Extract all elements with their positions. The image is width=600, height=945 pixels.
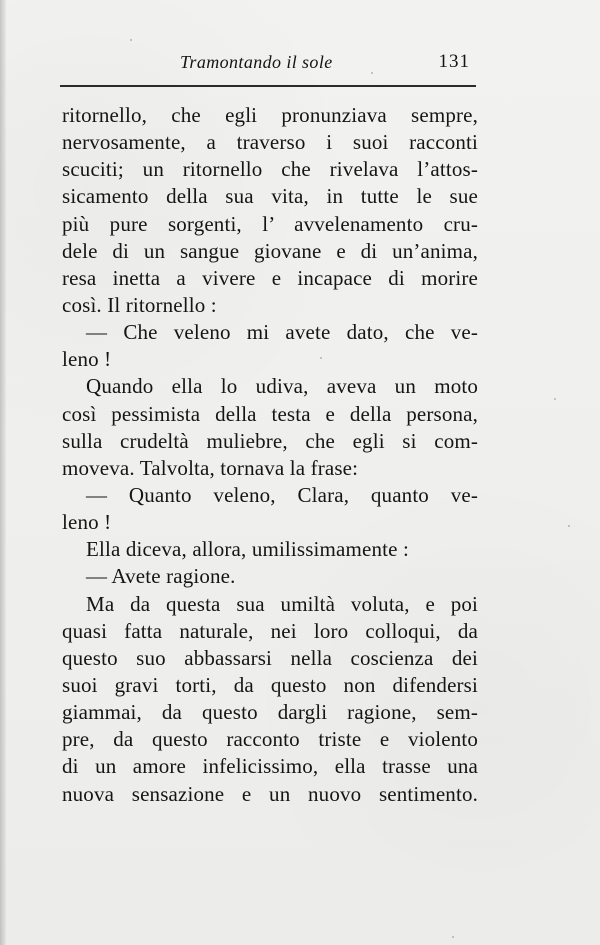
text-line: — Quanto veleno, Clara, quanto ve- xyxy=(86,482,478,507)
print-speck xyxy=(568,525,570,527)
text-line: nervosamente, a traverso i suoi racconti xyxy=(62,130,478,155)
text-line: giammai, da questo dargli ragione, sem- xyxy=(62,700,478,725)
text-line: resa inetta a vivere e incapace di morire xyxy=(62,265,478,290)
text-line: suoi gravi torti, da questo non difendersi xyxy=(62,672,478,697)
print-speck xyxy=(452,936,454,938)
text-line: pre, da questo racconto triste e violento xyxy=(62,727,478,752)
text-line: moveva. Talvolta, tornava la frase: xyxy=(62,455,359,480)
text-line: così pessimista della testa e della persona, xyxy=(62,401,478,426)
text-line: dele di un sangue giovane e di un’anima, xyxy=(62,238,478,263)
print-speck xyxy=(130,39,132,41)
text-line: più pure sorgenti, l’ avvelenamento cru- xyxy=(62,211,478,236)
text-line: leno ! xyxy=(62,510,112,535)
body-text xyxy=(62,102,478,808)
text-line: Quando ella lo udiva, aveva un moto xyxy=(86,374,478,399)
text-line: ritornello, che egli pronunziava sempre, xyxy=(62,103,478,127)
text-line: Ma da questa sua umiltà voluta, e poi xyxy=(86,591,478,616)
header-rule xyxy=(60,85,476,87)
text-line: scuciti; un ritornello che rivelava l’attos- xyxy=(62,157,478,182)
text-line: — Che veleno mi avete dato, che ve- xyxy=(86,320,478,345)
text-line: sulla crudeltà muliebre, che egli si com- xyxy=(62,428,478,453)
text-line: quasi fatta naturale, nei loro colloqui, da xyxy=(62,618,478,643)
text-line: Ella diceva, allora, umilissimamente : xyxy=(86,537,409,562)
text-line: questo suo abbassarsi nella coscienza dei xyxy=(62,645,478,670)
text-line: leno ! xyxy=(62,347,112,372)
text-line: così. Il ritornello : xyxy=(62,292,217,317)
running-title: Tramontando il sole xyxy=(180,52,333,72)
text-line: — Avete ragione. xyxy=(86,564,236,589)
print-speck xyxy=(320,357,322,359)
page-header xyxy=(60,50,476,86)
text-line: nuova sensazione e un nuovo sentimento. xyxy=(62,781,478,806)
text-line: di un amore infelicissimo, ella trasse una xyxy=(62,754,478,779)
print-speck xyxy=(554,398,556,400)
page-left-edge xyxy=(0,0,6,945)
page-number: 131 xyxy=(438,51,470,72)
print-speck xyxy=(371,72,373,74)
text-line: sicamento della sua vita, in tutte le sue xyxy=(62,184,478,209)
